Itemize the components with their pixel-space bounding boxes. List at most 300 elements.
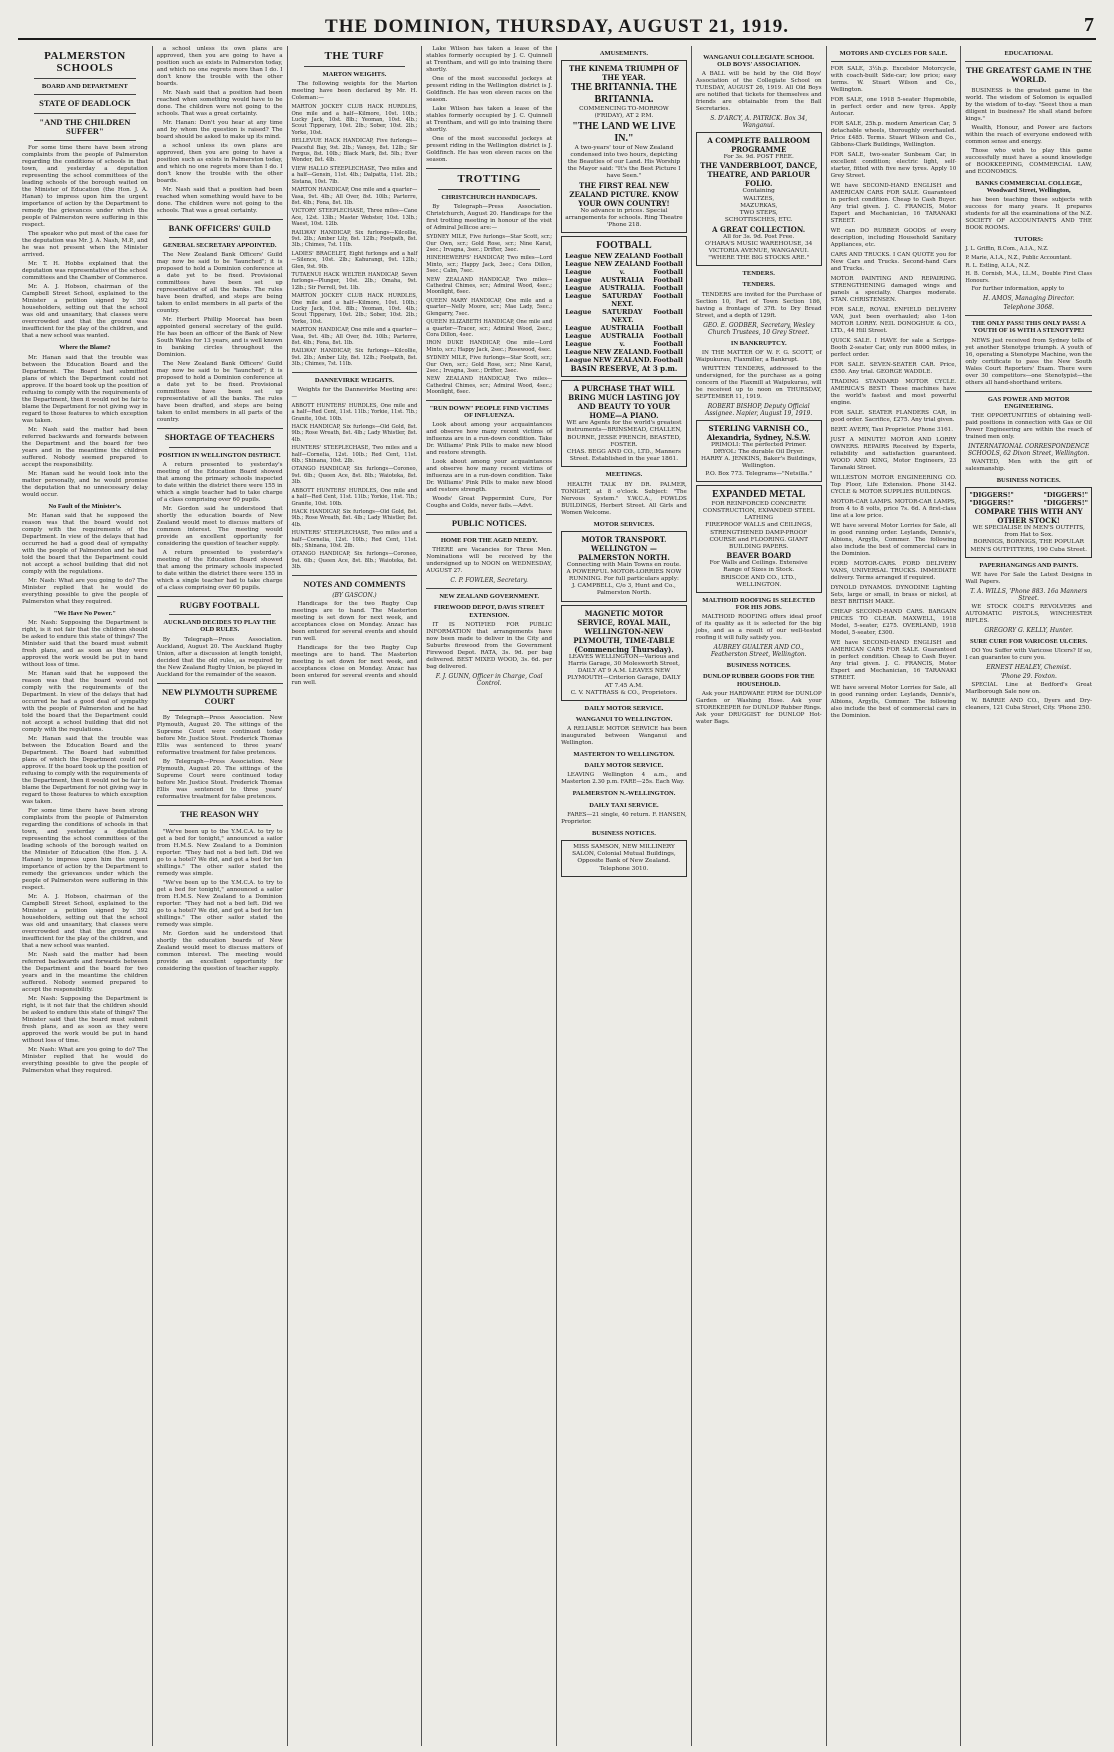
classified-ad: MOTOR PAINTING AND REPAIRING. STRENGTHENING damaged wings and panels a specialty. Charges moderate. STAN. CHRISTENSEN. bbox=[830, 276, 957, 304]
magnetic-sign: C. V. NATTRASS & CO., Proprietors. bbox=[570, 689, 678, 696]
milliner-ad bbox=[561, 840, 687, 877]
tutor-entry: P. Marie, A.I.A., N.Z., Public Accountant. bbox=[965, 254, 1072, 261]
divider bbox=[34, 140, 136, 141]
diggers-right: "DIGGERS!" bbox=[1043, 490, 1088, 499]
vanderbloot-line: MAZURKAS, bbox=[740, 202, 778, 209]
classified-ad: FOR SALE, two-seater Sunbeam Car, in excellent condition; electric light, self-starter, fitted with five new tyres. Apply 10 Grey Street. bbox=[830, 152, 957, 180]
guild-heading: BANK OFFICERS' GUILD bbox=[168, 223, 271, 233]
malthoid-text: MALTHOID ROOFING offers ideal proof of its quality as it is selected for the big jobs, and as a result of our well-tested roofing it will fully satisfy you. bbox=[695, 614, 822, 642]
dunlop-text: Ask your HARDWARE FIRM for DUNLOP Garden or Washing Hose. Ask your STOREKEEPER for DUNLOP Rubber Rings. Ask your DRUGGIST for DUNLOP Hot-water Bags. bbox=[695, 690, 822, 725]
race-entry: IRON DUKE HANDICAP, One mile—Lord Minto, scr.; Happy Jack, 2sec.; Rosewood, 4sec. bbox=[426, 340, 553, 353]
classified-ad: FOR SALE, ROYAL ENFIELD DELIVERY VAN, just been overhauled; also 1-ton MOTOR LORRY. NEIL DONOGHUE & CO., LTD., 44 Hill Street. bbox=[830, 307, 957, 335]
tutor-entry: H. B. Cornish, M.A., LL.M., Double First Class Honours. bbox=[965, 271, 1092, 284]
article-paragraph: By Telegraph—Press Association. New Plymouth, August 20. The sittings of the Supreme Court were continued today before Mr. Justice Stout. Frederick Thomas Ellis was sentenced to three years' reformative treatment for false pretences. bbox=[156, 715, 283, 757]
race-entry: HACK HANDICAP, Six furlongs—Old Gold, 8st. 9lb.; Rose Wreath, 8st. 4lb.; Lady Whistler, 8st. 4lb. bbox=[291, 508, 418, 528]
harry-box: P.O. Box 773. Telegrams—"Netsilla." bbox=[705, 470, 813, 477]
classified-ad: FORD MOTOR-CARS. FORD DELIVERY VANS, UNIVERSAL TRUCKS. IMMEDIATE delivery. Terms arranged if required. bbox=[830, 561, 957, 582]
basin-reserve: BASIN RESERVE, At 3 p.m. bbox=[570, 364, 678, 374]
classified-ad: FOR SALE. SEATER FLANDERS CAR, in good order. Sacrifice, £275. Any trial given. bbox=[830, 410, 957, 424]
football-row bbox=[565, 268, 683, 276]
article-paragraph: The New Zealand Bank Officers' Guild may now be said to be "launched"; it is proposed to hold a Dominion conference at a date yet to be fixed. Provisional committees have been set up representative of all the banks. The rules have been drafted, and steps are being taken to enlist members in all parts of the country. bbox=[156, 361, 283, 424]
business-heading: BUSINESS NOTICES. bbox=[996, 476, 1061, 484]
row-center: AUSTRALIA bbox=[600, 324, 644, 333]
article-paragraph: Lake Wilson has taken a lease of the stables formerly occupied by J. C. Quinnell at Trentham, and will go into training there shortly. bbox=[426, 46, 553, 73]
magnetic-heading: MAGNETIC MOTOR SERVICE, ROYAL MAIL, WELLINGTON-NEW PLYMOUTH, TIME-TABLE (Commencing Thursday). bbox=[573, 608, 675, 654]
race-entry: VICTORY STEEPLECHASE, Three miles—Cane Ace, 12st. 13lb.; Master Webster, 10st. 13lb.; Waest, 10st. 12lb. bbox=[291, 208, 418, 228]
milliner-text: MISS SAMSON, NEW MILLINERY SALON, Colonial Mutual Buildings, Opposite Bank of New Zealand. Telephone 3010. bbox=[572, 843, 676, 872]
govt-heading: NEW ZEALAND GOVERNMENT. bbox=[439, 593, 539, 601]
article-paragraph: One of the most successful jockeys at present riding in the Wellington district is J. Goldfinch. He has won eleven races on the season. bbox=[426, 136, 553, 163]
oharas: O'HARA'S MUSIC WAREHOUSE, 34 VICTORIA AVENUE, WANGANUI. bbox=[705, 240, 813, 254]
gas-text: THE OPPORTUNITIES of obtaining well-paid positions in connection with Gas or Oil Power Engineering are within the reach of trained men only. bbox=[965, 412, 1092, 440]
piano-sign: CHAS. BEGG AND CO., LTD., Manners Street. Established in the year 1861. bbox=[566, 448, 681, 463]
stock-cols-text: WE STOCK COLT'S REVOLVERS and AUTOMATIC PISTOLS, WINCHESTER RIFLES. bbox=[965, 603, 1092, 624]
article-paragraph: Mr. Hanan said that he supposed the reason was that the board would not comply with the requirements of the Department. In view of the delays that had occurred he had a good deal of sympathy with the people of Palmerston and he had told the board that the Department could not accept a school building that did not comply with the regulations. bbox=[22, 670, 148, 733]
football-row bbox=[565, 340, 683, 348]
row-center: v. bbox=[619, 268, 625, 277]
divider bbox=[292, 372, 418, 373]
collegiate-sign: S. D'ARCY, A. PATRICK. Box 34, Wanganui. bbox=[710, 115, 808, 130]
race-entry: HUNTERS' STEEPLECHASE, Two miles and a half—Cornelia, 12st. 10lb.; Red Cent, 11st. 6lb.; Shinana, 10st. 2lb. bbox=[291, 445, 418, 465]
article-paragraph: By Telegraph—Press Association. Auckland, August 20. The Auckland Rugby Union, after a discussion at length tonight, decided that the old rules, as required by the New Zealand Rugby Union, be played in Auckland for the remainder of the season. bbox=[156, 636, 283, 678]
classified-ad: FOR SALE, 3½h.p. Excelsior Motorcycle, with coach-built Side-car; low price; easy terms. W. Stuart Wilson and Co., Wellington. bbox=[830, 66, 957, 94]
race-entry: OTANGO HANDICAP, Six furlongs—Coroneo, 9st. 6lb.; Queen Ace, 8st. 8lb.; Waioteka, 8st. 3lb. bbox=[291, 466, 418, 486]
race-entry: NEW ZEALAND HANDICAP, Two miles—Cathedral Chimes, scr.; Admiral Wood, 4sec.; Moonlight, 6sec. bbox=[426, 276, 553, 296]
tender-sign: ROBERT BISHOP, Deputy Official Assignee. Napier, August 19, 1919. bbox=[705, 402, 813, 417]
sterling-heading: STERLING VARNISH CO., Alexandria, Sydney, N.S.W. bbox=[706, 423, 811, 442]
schools-heading: PALMERSTON SCHOOLS bbox=[44, 50, 126, 75]
divider bbox=[426, 588, 552, 589]
football-row bbox=[565, 324, 683, 332]
race-entry: SYDNEY MILE, Five furlongs—Star Scott, scr.; Our Own, scr.; Gold Rose, scr.; Nine Karat, 2sec.; Irvagna, 3sec.; Drifter, 3sec. bbox=[426, 234, 553, 254]
classified-ad: TRADING STANDARD MOTOR CYCLE. AMERICA'S BEST! These machines have the world's fastest and most powerful engine. bbox=[830, 379, 957, 407]
divider bbox=[831, 61, 957, 62]
schools-subheading: BOARD AND DEPARTMENT bbox=[41, 83, 128, 91]
row-left: League bbox=[565, 324, 592, 333]
row-left: League bbox=[565, 260, 592, 269]
row-center: NEW ZEALAND bbox=[594, 260, 651, 269]
classified-ad: FOR SALE, one 1918 5-seater Hupmobile, in perfect order and new tyres. Apply Autocar. bbox=[830, 97, 957, 118]
race-entry: NEW ZEALAND HANDICAP, Two miles—Cathedral Chimes, scr.; Admiral Wood, 4sec.; Moonlight, 6sec. bbox=[426, 376, 553, 396]
tenders-text: TENDERS are invited for the Purchase of Section 10, Part of Town Section 186, having a frontage of 37ft. to Dry Bread Street, and a depth of 129ft. bbox=[695, 291, 822, 319]
race-entry: RAILWAY HANDICAP, Six furlongs—Kilcollie, 9st. 2lb.; Amber Lily, 8st. 12lb.; Footpath, 8st. 3lb.; Chimes, 7st. 11lb. bbox=[291, 348, 418, 368]
article-paragraph: Mr. Gordon said he understood that shortly the education boards of New Zealand would meet to discuss matters of common interest. The meeting would provide an excellent opportunity for considering the question of teacher supply. bbox=[156, 505, 283, 547]
classified-ad: DYNOLD DYNAMOS. DYNODINE Lighting Sets, large or small, in brass or nickel, at BEST BRITISH MAKE. bbox=[830, 585, 957, 606]
article-paragraph: For some time there have been strong complaints from the people of Palmerston regarding the conditions of schools in that town, and yesterday a deputation representing the school committees of the leading schools of the borough waited on the Minister of Education (the Hon. J. A. Hanan) to impress upon him the urgent importance of action by the Department to remedy the grievances under which the people of Palmerston were suffering in this respect. bbox=[22, 807, 148, 891]
article-paragraph: Lake Wilson has taken a lease of the stables formerly occupied by J. C. Quinnell at Trentham, and will go into training there shortly. bbox=[426, 106, 553, 133]
palmerston-wellington-heading: PALMERSTON N.-WELLINGTON. bbox=[572, 790, 676, 798]
collegiate-text: A BALL will be held by the Old Boys' Association of the Collegiate School on TUESDAY, AUGUST 26, 1919. All Old Boys are notified that tickets for themselves and friends are obtainable from the Ball Secretaries. bbox=[695, 71, 822, 113]
news-text: NEWS just received from Sydney tells of yet another Stenotype triumph. A youth of 16, operating a Stenotype Machine, won the only certificate to pass the New South Wales Court Reporters' Exam. There were over 30 competitors—one Stenotypist—the others all hand-shorthand writers. bbox=[965, 337, 1092, 386]
classified-ad: CHEAP SECOND-HAND CARS. BARGAIN PRICES TO CLEAR. MAXWELL, 1918 Model, 5-seater, £275. OVERLAND, 1918 Model, 5-seater, £300. bbox=[830, 609, 957, 637]
row-left: League bbox=[565, 348, 592, 357]
greatest-heading: THE GREATEST GAME IN THE WORLD. bbox=[965, 65, 1092, 85]
sterling-ad bbox=[696, 420, 822, 482]
row-right: Football bbox=[653, 308, 683, 317]
malthoid-sign: AUBREY GUALTER AND CO., Featherston Street, Wellington. bbox=[710, 644, 807, 659]
race-entry: MARTON JOCKEY CLUB HACK HURDLES, One mile and a half—Kilmore, 10st. 10lb.; Lucky Jack, 10st. 8lb.; Yeoman, 10st. 4lb.; Scout Tipperary, 10st. 2lb.; Sober, 10st. 2lb.; Yorke, 10st. bbox=[291, 293, 418, 325]
bankruptcy-heading: IN BANKRUPTCY. bbox=[730, 339, 787, 347]
magnetic-ad bbox=[561, 605, 687, 701]
row-center: NEW ZEALAND. bbox=[593, 356, 652, 365]
rugby-subheading: AUCKLAND DECIDES TO PLAY THE OLD RULES. bbox=[163, 619, 276, 634]
banks-college: BANKS COMMERCIAL COLLEGE, Woodward Street, Wellington, bbox=[975, 179, 1082, 194]
notice-text: IT IS NOTIFIED FOR PUBLIC INFORMATION that arrangements have now been made to deliver in the City and Suburbs firewood from the Government Firewood Depot. RATA, 3s. 9d. per bag delivered. BEST MIXED WOOD, 3s. 6d. per bag delivered. bbox=[426, 621, 553, 670]
article-paragraph: The following weights for the Marton meeting have been declared by Mr. H. Coleman:— bbox=[291, 81, 418, 102]
briscoe: BRISCOE AND CO., LTD., WELLINGTON. bbox=[720, 574, 797, 588]
ballroom-heading: A COMPLETE BALLROOM PROGRAMME bbox=[707, 136, 811, 155]
article-paragraph: "We've been up to the Y.M.C.A. to try to get a bed for tonight," announced a sailor from H.M.S. New Zealand to a Dominion reporter. "They had not a bed left. Did we go to a hotel? We did, and got a bed for ten shillings." The other sailor stated the remedy was simple. bbox=[156, 879, 283, 928]
article-paragraph: Mr. Gordon said he understood that shortly the education boards of New Zealand would meet to discuss matters of common interest. The meeting would provide an excellent opportunity for considering the question of teacher supply. bbox=[156, 930, 283, 972]
column-8 bbox=[961, 46, 1096, 1746]
article-paragraph: By Telegraph—Press Association. New Plymouth, August 20. The sittings of the Supreme Court were continued today before Mr. Justice Stout. Frederick Thomas Ellis was sentenced to three years' reformative treatment for false pretences. bbox=[156, 759, 283, 801]
race-entry: SYDNEY MILE, Five furlongs—Star Scott, scr.; Our Own, scr.; Gold Rose, scr.; Nine Karat, 2sec.; Irvagna, 3sec.; Drifter, 3sec. bbox=[426, 355, 553, 374]
no-fault-heading: No Fault of the Minister's. bbox=[48, 502, 122, 510]
race-entry: BELLEVUE HACK HANDICAP, Five furlongs—Peaceful Bay, 9st. 2lb.; Vanoys, 8st. 12lb.; Sir Fergus, 8st. 10lb.; Black Mark, 8st. 5lb.; Ever Wonder, 8st. 4lb. bbox=[291, 138, 418, 164]
article-paragraph: A return presented to yesterday's meeting of the Education Board showed that among the primary schools inspected to date within the district there were 155 in which a single teacher had to take charge of a class comprising over 60 pupils. bbox=[156, 549, 283, 591]
row-right: Football bbox=[653, 252, 683, 261]
football-row bbox=[565, 356, 683, 364]
film-bottom: No advance in prices. Special arrangements for schools. Ring Theatre 'Phone 218. bbox=[565, 207, 683, 228]
divider bbox=[292, 575, 418, 576]
columns bbox=[18, 46, 1096, 1746]
motor-transport-heading: MOTOR TRANSPORT. bbox=[581, 534, 667, 544]
diggers-row bbox=[969, 491, 1088, 499]
where-blame-heading: Where the Blame? bbox=[59, 344, 111, 352]
row-right: Football bbox=[653, 284, 683, 293]
race-entry: VIEW HALLO STEEPLECHASE, Two miles and a half—Gensin, 11st. 4lb.; Dalpatta, 11st. 2lb.; Sistana, 10st. 7lb. bbox=[291, 165, 418, 185]
classified-ad: WE have several Motor Lorries for Sale, all in good running order. Leylands, Dennis's, Albions, Argylls, Commer. The following also include the best of commercial cars in the Dominion. bbox=[830, 685, 957, 720]
tutor-entry: R. L. Estling, A.I.A., N.Z. bbox=[965, 263, 1030, 270]
guild-subheading: GENERAL SECRETARY APPOINTED. bbox=[162, 242, 277, 250]
classified-ad: BERT. AVERY, Taxi Proprietor. Phone 3161. bbox=[830, 427, 953, 434]
divider bbox=[157, 596, 283, 597]
race-entry: MARTON JOCKEY CLUB HACK HURDLES, One mile and a half—Kilmore, 10st. 10lb.; Lucky Jack, 10st. 8lb.; Yeoman, 10st. 4lb.; Scout Tipperary, 10st. 2lb.; Sober, 10st. 2lb.; Yorke, 10st. bbox=[291, 104, 418, 136]
divider bbox=[426, 400, 552, 401]
race-entry: ABBOTT HUNTERS' HURDLES, One mile and a half—Red Cent, 11st. 11lb.; Yorkie, 11st. 7lb.; Granite, 10st. 10lb. bbox=[291, 402, 418, 422]
wp-text: Connecting with Main Towns en route. A POWERFUL MOTOR-LORRIES NOW RUNNING. For full particulars apply: bbox=[566, 561, 682, 583]
tenders-heading-2: TENDERS. bbox=[742, 281, 775, 289]
tutor-entry: J. L. Griffin, B.Com., A.I.A., N.Z. bbox=[965, 246, 1049, 253]
bankruptcy-text: IN THE MATTER OF W. F. G. SCOTT, of Waipukurau, Flaxmiller, a Bankrupt. bbox=[695, 349, 822, 363]
divider bbox=[157, 428, 283, 429]
row-center: NEW ZEALAND bbox=[594, 252, 651, 261]
expanded-metal-ad bbox=[696, 485, 822, 593]
row-center: SATURDAY NEXT. bbox=[602, 292, 643, 309]
divider bbox=[169, 447, 271, 448]
diggers-right: "DIGGERS!" bbox=[1043, 498, 1088, 507]
divider bbox=[169, 824, 271, 825]
educational-heading: EDUCATIONAL bbox=[1004, 50, 1053, 57]
article-paragraph: For some time there have been strong complaints from the people of Palmerston regarding the conditions of schools in that town, and yesterday a deputation representing the school committees of the leading schools of the borough waited on the Minister of Education (the Hon. J. A. Hanan) to impress upon him the urgent importance of action by the Department to remedy the grievances under which the people of Palmerston were suffering in this respect. bbox=[22, 145, 148, 229]
schools-quote-heading: "AND THE CHILDREN SUFFER" bbox=[39, 116, 131, 137]
diggers-left: "DIGGERS!" bbox=[969, 498, 1014, 507]
no-power-heading: "We Have No Power." bbox=[53, 609, 116, 617]
divider bbox=[34, 113, 136, 114]
football-ad bbox=[561, 236, 687, 377]
notice-text: THERE are Vacancies for Three Men. Nominations will be received by the undersigned up to NOON on WEDNESDAY, AUGUST 27. bbox=[426, 547, 553, 575]
motor-transport-ad bbox=[561, 531, 687, 602]
meetings-heading: MEETINGS. bbox=[605, 471, 643, 479]
malthoid-heading: MALTHOID ROOFING IS SELECTED FOR HIS JOBS. bbox=[702, 596, 816, 612]
harry-jenkins: HARRY A. JENKINS, Baker's Buildings, Wellington. bbox=[700, 456, 817, 470]
row-center: v. bbox=[619, 340, 625, 349]
piano-heading: A PURCHASE THAT WILL BRING MUCH LASTING JOY AND BEAUTY TO YOUR HOME—A PIANO. bbox=[568, 384, 680, 421]
divider bbox=[157, 805, 283, 806]
turf-heading: THE TURF bbox=[324, 50, 385, 62]
business-notices-heading: BUSINESS NOTICES. bbox=[591, 829, 656, 837]
wanganui-heading: WANGANUI TO WELLINGTON. bbox=[575, 716, 673, 724]
wellington-palmerston: WELLINGTON — PALMERSTON NORTH. bbox=[578, 543, 670, 562]
row-right: Football bbox=[653, 332, 683, 341]
those-text: Those who wish to play this game successfully must have a sound knowledge of BOOKKEEPING, COMMERCIAL LAW, and ECONOMICS. bbox=[965, 147, 1092, 175]
divider bbox=[34, 78, 136, 79]
row-left: League bbox=[565, 276, 592, 285]
race-entry: MARTON HANDICAP, One mile and a quarter—Vasa, 9st. 4lb.; All Over, 8st. 10lb.; Parterre, 8st. 4lb.; Fona, 8st. 1lb. bbox=[291, 327, 418, 347]
divider bbox=[426, 168, 552, 169]
home-aged-heading: HOME FOR THE AGED NEEDY. bbox=[440, 537, 538, 545]
divider bbox=[438, 189, 540, 190]
kelly-sign: GREGORY G. KELLY, Hunter. bbox=[984, 626, 1073, 634]
peppermint-ad: Woods' Great Peppermint Cure, For Coughs and Colds, never fails.—Advt. bbox=[426, 495, 553, 509]
football-heading: FOOTBALL bbox=[596, 240, 652, 252]
rugby-heading: RUGBY FOOTBALL bbox=[179, 599, 260, 610]
divider bbox=[169, 614, 271, 615]
article-paragraph: a school unless its own plans are approved, then you are going to have a position such as exists in Palmerston today, and which no one regrets more than I do. I don't know the trouble with the other boards. bbox=[156, 46, 283, 87]
only-pass-heading: THE ONLY PASS! THIS ONLY PASS! A YOUTH OF 16 WITH A STENOTYPE! bbox=[971, 320, 1086, 335]
race-entry: OTANGO HANDICAP, Six furlongs—Coroneo, 9st. 6lb.; Queen Ace, 8st. 8lb.; Waioteka, 8st. 3lb. bbox=[291, 551, 418, 571]
vanderbloot-heading: THE VANDERBLOOT, DANCE, THEATRE, AND PARLOUR FOLIO. bbox=[700, 161, 818, 189]
row-right: Football bbox=[653, 260, 683, 269]
commencing-line: COMMENCING TO-MORROW (FRIDAY), AT 2 P.M. bbox=[579, 106, 669, 120]
classified-ad: WE can DO RUBBER GOODS of every description, including Household Sanitary Appliances, etc. bbox=[830, 228, 957, 249]
teachers-heading: SHORTAGE OF TEACHERS bbox=[164, 432, 275, 443]
race-entry: QUEEN MARY HANDICAP, One mile and a quarter—Nelly Moore, scr.; Mae Lady, 5sec.; Glengarry, 7sec. bbox=[426, 297, 553, 317]
beaver-board: BEAVER BOARD bbox=[726, 551, 792, 561]
football-row bbox=[565, 284, 683, 292]
article-paragraph: The speaker who put most of the case for the deputation was Mr. J. A. Nash, M.P., and he was not present when the Minister arrived. bbox=[22, 231, 148, 259]
article-paragraph: Mr. Nash: Supposing the Department is right, is it not fair that the children should be asked to endure this state of things? The Minister said that the board must submit fresh plans, and as soon as they were approved the work would be put in hand without loss of time. bbox=[22, 995, 148, 1044]
row-center: NEW ZEALAND. bbox=[593, 348, 652, 357]
article-paragraph: One of the most successful jockeys at present riding in the Wellington district is J. Goldfinch. He has won eleven races on the season. bbox=[426, 76, 553, 103]
masterton-daily: DAILY MOTOR SERVICE. bbox=[584, 762, 664, 770]
tenders-sign: GEO. E. GODBER, Secretary, Wesley Church Trustees, 10 Grey Street. bbox=[703, 321, 815, 336]
classified-ad: FOR SALE, 25h.p. modern American Car, 5 detachable wheels, thoroughly overhauled. Price £485. Terms. Stuart Wilson and Co., Gibbons-Clark Buildings, Wellington. bbox=[830, 121, 957, 149]
expanded-heading: EXPANDED METAL bbox=[712, 488, 806, 500]
article-paragraph: Mr. A. J. Hobson, chairman of the Campbell Street School, explained to the Minister a petition signed by 392 householders, setting out that the school was old and unsanitary, that classes were overcrowded and that the ground was insufficient for the play of the children, and that a new school was wanted. bbox=[22, 893, 148, 949]
article-paragraph: Mr. Nash: Supposing the Department is right, is it not fair that the children should be asked to endure this state of things? The Minister said that the board must submit fresh plans, and as soon as they were approved the work would be put in hand without loss of time. bbox=[22, 619, 148, 668]
specialise-text: WE SPECIALISE IN MEN'S OUTFITS, from Hat to Sox. bbox=[972, 524, 1085, 539]
article-paragraph: Mr. T. H. Hobbs explained that the deputation was representative of the school committees and the Chamber of Commerce. bbox=[22, 261, 148, 282]
vanderbloot-line: SCHOTTISCHES, ETC. bbox=[724, 217, 793, 224]
article-paragraph: Mr. Hanan said that the trouble was between the Education Board and the Department. The Board had submitted plans of which the Department could not approve. If the board took up the position of refusing to comply with the requirements of the Department, then it would not be fair to blame the Department for not giving way in regard to those features to which exception was taken. bbox=[22, 354, 148, 424]
piano-ad bbox=[561, 380, 687, 467]
kinema-ad bbox=[561, 60, 687, 233]
plymouth-heading: NEW PLYMOUTH SUPREME COURT bbox=[162, 686, 278, 706]
classified-ad: WE have several Motor Lorries for Sale, all in good running order. Leylands, Dennis's, Albions, Argylls, Commer. The following also include the best of commercial cars in the Dominion. bbox=[830, 523, 957, 558]
row-left: League bbox=[565, 356, 592, 365]
divider bbox=[157, 683, 283, 684]
sterling-line: DRYOL: The durable Oil Dryer. bbox=[713, 448, 805, 455]
race-entry: MARTON HANDICAP, One mile and a quarter—Vasa, 9st. 4lb.; All Over, 8st. 10lb.; Parterre, 8st. 4lb.; Fona, 8st. 1lb. bbox=[291, 187, 418, 206]
article-paragraph: Handicaps for the two Rugby Cup meetings are to hand. The Masterton meeting is set down for next week, and acceptances close on Monday. Anzac has been entered for several events and should run well. bbox=[291, 600, 418, 642]
row-left: League bbox=[565, 340, 592, 349]
row-left: League bbox=[565, 332, 592, 341]
row-right: Football bbox=[653, 292, 683, 301]
sterling-line: PRIMOLI: The perfected Primer. bbox=[710, 441, 807, 448]
dannevirke-heading: DANNEVIRKE WEIGHTS. bbox=[314, 376, 394, 384]
article-paragraph: Mr. Nash said that a position had been reached when something would have to be done. The children were not going to the schools. That was a great certainty. bbox=[156, 90, 283, 117]
notes-heading: NOTES AND COMMENTS bbox=[303, 578, 406, 589]
race-entry: ABBOTT HUNTERS' HURDLES, One mile and a half—Red Cent, 11st. 11lb.; Yorkie, 11st. 7lb.; Granite, 10st. 10lb. bbox=[291, 487, 418, 507]
varicose-text: DO You Suffer with Varicose Ulcers? If so, I can guarantee to cure you. bbox=[965, 648, 1092, 662]
further-text: For further information, apply to bbox=[971, 286, 1065, 293]
ballroom-ad bbox=[696, 132, 822, 266]
article-paragraph: Mr. Nash: What are you going to do? The Minister replied that he would do everything possible to give the people of Palmerston what they required. bbox=[22, 577, 148, 605]
run-down-ad-heading: "RUN DOWN" PEOPLE FIND VICTIMS OF INFLUENZA. bbox=[429, 404, 549, 419]
vanderbloot-line: Containing bbox=[742, 188, 775, 195]
fares-text: FARES—21 single, 40 return. F. HANSEN, Proprietor. bbox=[561, 811, 687, 825]
divider bbox=[426, 514, 552, 515]
article-paragraph: Mr. Hanan said that the trouble was between the Education Board and the Department. The Board had submitted plans of which the Department could not approve. If the board took up the position of refusing to comply with the requirements of the Department, then it would not be fair to blame the Department for not giving way in regard to those features to which exception was taken. bbox=[22, 735, 148, 805]
classified-ad: WE have SECOND-HAND ENGLISH and AMERICAN CARS FOR SALE. Guaranteed in perfect condition. Cheap to Cash Buyer. Any trial given. J. C. FRANCIS, Motor Expert and Mechanician, 16 TARANAKI STREET. bbox=[830, 640, 957, 682]
kinema-heading: THE KINEMA TRIUMPH OF THE YEAR. bbox=[569, 64, 679, 83]
divider bbox=[965, 391, 1092, 392]
reliable-text: A RELIABLE MOTOR SERVICE has been inaugurated between Wanganui and Wellington. bbox=[561, 726, 687, 747]
great-collection: A GREAT COLLECTION. bbox=[712, 224, 806, 234]
article-paragraph: Handicaps for the two Rugby Cup meetings are to hand. The Masterton meeting is set down for next week, and acceptances close on Monday. Anzac has been entered for several events and should run well. bbox=[291, 644, 418, 686]
divider bbox=[34, 94, 136, 95]
row-left: League bbox=[565, 308, 592, 317]
banks-text: has been teaching these subjects with success for many years. It prepares students for all the examinations of the N.Z. SOCIETY OF ACCOUNTANTS AND THE BOOK ROOMS. bbox=[965, 197, 1092, 232]
classified-ad: WE have SECOND-HAND ENGLISH and AMERICAN CARS FOR SALE. Guaranteed in perfect condition. Cheap to Cash Buyer. Any trial given. J. C. FRANCIS, Motor Expert and Mechanician, 16 TARANAKI STREET. bbox=[830, 183, 957, 225]
article-paragraph: Weights for the Dannevirke Meeting are:— bbox=[291, 386, 418, 400]
article-paragraph: Mr. Nash said the matter had been referred backwards and forwards between the Department and the board for two years and in the meantime the children suffered. Nobody seemed prepared to accept the responsibility. bbox=[22, 951, 148, 993]
business-heading: BUSINESS NOTICES. bbox=[726, 662, 791, 670]
varicose-heading: SURE CURE FOR VARICOSE ULCERS. bbox=[970, 637, 1088, 645]
row-left: League bbox=[565, 268, 592, 277]
all-for: All for 3s. 9d. Post Free. bbox=[723, 233, 795, 240]
amos-sign: H. AMOS, Managing Director. bbox=[983, 295, 1075, 303]
wills-sign: T. A. WILLS, 'Phone 883. 16a Manners Street. bbox=[970, 587, 1088, 602]
film-description: A two-years' tour of New Zealand condensed into two hours, depicting the Beauties of our Land. His Worship the Mayor said: "It's the Best Picture I have Seen." bbox=[567, 144, 681, 180]
article-paragraph: Mr. Nash said that a position had been reached when something would have to be done. The children were not going to the schools. That was a great certainty. bbox=[156, 187, 283, 214]
britannia-title: THE BRITANNIA. THE BRITANNIA. bbox=[570, 82, 677, 106]
article-paragraph: By Telegraph—Press Association. Christchurch, August 20. Handicaps for the first trotting meeting in honour of the visit of Admiral Jellicoe are:— bbox=[426, 204, 553, 232]
football-row bbox=[565, 348, 683, 356]
masthead bbox=[18, 14, 1096, 40]
ernest-sign: ERNEST HEALEY, Chemist. bbox=[986, 664, 1072, 672]
trotting-heading: TROTTING bbox=[457, 173, 521, 185]
diggers-left: "DIGGERS!" bbox=[969, 490, 1014, 499]
notice-signature: C. P. FOWLER, Secretary. bbox=[450, 577, 528, 585]
wanted-text: WANTED, Men with the gift of salesmanship. bbox=[965, 458, 1092, 472]
marton-weights-heading: MARTON WEIGHTS. bbox=[322, 71, 387, 79]
dunlop-heading: DUNLOP RUBBER GOODS FOR THE HOUSEHOLD. bbox=[702, 673, 815, 688]
masterton-text: LEAVING Wellington 4 a.m., and Masterton 2.30 p.m. FARE—25s. Each Way. bbox=[561, 772, 687, 786]
film-footer: THE FIRST REAL NEW ZEALAND PICTURE. KNOW YOUR OWN COUNTRY! bbox=[569, 180, 679, 208]
ballroom-price: For 3s. 9d. POST FREE. bbox=[723, 154, 794, 161]
paperhangings-heading: PAPERHANGINGS AND PAINTS. bbox=[979, 561, 1078, 569]
row-center: AUSTRALIA. bbox=[599, 284, 646, 293]
classified-ad: CARS AND TRUCKS. I CAN QUOTE you for New Cars and Trucks. Second-hand Cars and Trucks. bbox=[830, 252, 957, 273]
column-5 bbox=[557, 46, 692, 1746]
article-paragraph: Look about among your acquaintances and observe how many recent victims of influenza are in a run-down condition. Take Dr. Williams' Pink Pills to make new blood and restore strength. bbox=[426, 421, 553, 456]
motor-services-heading: MOTOR SERVICES. bbox=[593, 520, 655, 528]
motors-heading: MOTORS AND CYCLES FOR SALE. bbox=[839, 50, 948, 57]
row-left: League bbox=[565, 284, 592, 293]
article-paragraph: A return presented to yesterday's meeting of the Education Board showed that among the primary schools inspected to date within the district there were 155 in which a single teacher had to take charge of a class comprising over 60 pupils. bbox=[156, 461, 283, 503]
football-row bbox=[565, 292, 683, 308]
race-entry: HINEHEWERFS' HANDICAP, Two miles—Lord Minto, scr.; Happy Jack, 3sec.; Cora Dillon, 5sec.; Calm, 7sec. bbox=[426, 255, 553, 275]
classified-ad: QUICK SALE. I HAVE for sale a Scripps-Booth 2-seater Car, only run 8000 miles, in perfect order. bbox=[830, 338, 957, 359]
schools-subheading-2: STATE OF DEADLOCK bbox=[39, 98, 131, 109]
article-paragraph: Mr. Nash said the matter had been referred backwards and forwards between the Department and the board for two years and in the meantime the children suffered. Nobody seemed prepared to accept the responsibility. bbox=[22, 426, 148, 468]
classified-ad: MOTOR-CAR LAMPS. MOTOR-CAR LAMPS, from 4 to 8 volts, price 7s. 6d. A first-class line at a low price. bbox=[830, 499, 957, 520]
film-title: "THE LAND WE LIVE IN." bbox=[572, 120, 676, 144]
football-row bbox=[565, 308, 683, 324]
page-number: 7 bbox=[1084, 14, 1094, 36]
article-paragraph: The New Zealand Bank Officers' Guild may now be said to be "launched"; it is proposed to hold a Dominion conference at a date yet to be fixed. Provisional committees have been set up representative of all the banks. The rules have been drafted, and steps are being taken to enlist members in all parts of the country. bbox=[156, 252, 283, 315]
special-text: SPECIAL Line at Bedford's Great Marlborough Sale now on. bbox=[965, 682, 1092, 696]
amusements-heading: AMUSEMENTS. bbox=[599, 50, 649, 57]
article-paragraph: Mr. Hanan said that he supposed the reason was that the board would not comply with the requirements of the Department. In view of the delays that had occurred he had a good deal of sympathy with the people of Palmerston and he had told the board that the Department could not accept a school building that did not comply with the regulations. bbox=[22, 512, 148, 575]
article-paragraph: Mr. Hanan said he would look into the matter personally, and he would promise the deputation that no unnecessary delay would occur. bbox=[22, 470, 148, 498]
article-paragraph: Look about among your acquaintances and observe how many recent victims of influenza are in a run-down condition. Take Dr. Williams' Pink Pills to make new blood and restore strength. bbox=[426, 458, 553, 493]
divider bbox=[965, 315, 1092, 316]
vanderbloot-line: WALTZES, bbox=[743, 195, 775, 202]
gas-heading: GAS POWER AND MOTOR ENGINEERING. bbox=[987, 395, 1070, 410]
row-right: Football bbox=[653, 268, 683, 277]
race-entry: HACK HANDICAP, Six furlongs—Old Gold, 8st. 9lb.; Rose Wreath, 8st. 4lb.; Lady Whistler, 8st. 4lb. bbox=[291, 424, 418, 443]
divider bbox=[965, 61, 1092, 62]
race-entry: TUTAENUI HACK WELTER HANDICAP, Seven furlongs—Plunger, 10st. 2lb.; Omaha, 9st. 12lb.; Sir Ferrell, 9st. 1lb. bbox=[291, 271, 418, 291]
divider bbox=[169, 237, 271, 238]
piano-text: WE are Agents for the world's greatest instruments—BRINSMEAD, CHALLEN, BOURNE, JESSE FRENCH, BEASTED, FOSTER. bbox=[566, 420, 682, 448]
greatest-text: BUSINESS is the greatest game in the world. The wisdom of Solomon is equalled by the wisdom of to-day. "Seest thou a man diligent in business? He shall stand before kings." bbox=[965, 87, 1092, 122]
tutors-heading: TUTORS: bbox=[1014, 236, 1044, 244]
divider bbox=[169, 710, 271, 711]
notice-signature: F. J. GUNN, Officer in Charge, Coal Control. bbox=[435, 672, 543, 687]
teachers-subheading: POSITION IN WELLINGTON DISTRICT. bbox=[158, 451, 281, 459]
column-7 bbox=[827, 46, 962, 1746]
bornigs-text: BORNIGS, BORNIGS, THE POPULAR MEN'S OUTFITTERS, 190 Cuba Street. bbox=[970, 539, 1087, 553]
wealth-text: Wealth, Honour, and Power are factors within the reach of everyone endowed with common sense and energy. bbox=[965, 124, 1092, 145]
meeting-text: HEALTH TALK BY DR. PALMER, TONIGHT, at 8 o'clock. Subject: "The Nervous System." Y.W.C.A., FOWLDS BUILDINGS, Herbert Street. All Girls and Women Welcome. bbox=[561, 481, 687, 516]
race-entry: QUEEN ELIZABETH HANDICAP, One mile and a quarter—Tracer, scr.; Admiral Wood, 2sec.; Cora Dillon, 4sec. bbox=[426, 319, 553, 338]
telephone: Telephone 3068. bbox=[1003, 304, 1054, 312]
vanderbloot-line: TWO STEPS, bbox=[739, 210, 778, 217]
column-6 bbox=[692, 46, 827, 1746]
tender-wanted: WRITTEN TENDERS, addressed to the undersigned, for the purchase as a going concern of the Flaxmill at Waipukurau, will be received up to noon on THURSDAY, SEPTEMBER 11, 1919. bbox=[695, 365, 822, 400]
masthead-title: THE DOMINION, THURSDAY, AUGUST 21, 1919. bbox=[325, 16, 789, 37]
govt-subheading: FIREWOOD DEPOT, DAVIS STREET EXTENSION. bbox=[434, 604, 545, 619]
daily-taxi-heading: DAILY TAXI SERVICE. bbox=[589, 801, 659, 809]
classified-ad: FOR SALE. SEVEN-SEATER CAR. Price, £550. Any trial. GEORGE WADDLE. bbox=[830, 362, 957, 376]
column-2 bbox=[153, 46, 288, 1746]
collegiate-heading: WANGANUI COLLEGIATE SCHOOL OLD BOYS' ASSOCIATION. bbox=[703, 54, 815, 69]
row-center: SATURDAY NEXT. bbox=[602, 308, 643, 325]
column-4 bbox=[422, 46, 557, 1746]
trotting-subheading: CHRISTCHURCH HANDICAPS. bbox=[441, 194, 538, 202]
row-left: League bbox=[565, 292, 592, 301]
row-right: Football bbox=[653, 340, 683, 349]
divider bbox=[426, 532, 552, 533]
row-left: League bbox=[565, 252, 592, 261]
beaver-text: For Walls and Ceilings. Extensive Range of Sizes in Stock. bbox=[709, 560, 808, 574]
phone-foxton: 'Phone 29. Foxton. bbox=[1000, 673, 1057, 681]
column-1 bbox=[18, 46, 153, 1746]
